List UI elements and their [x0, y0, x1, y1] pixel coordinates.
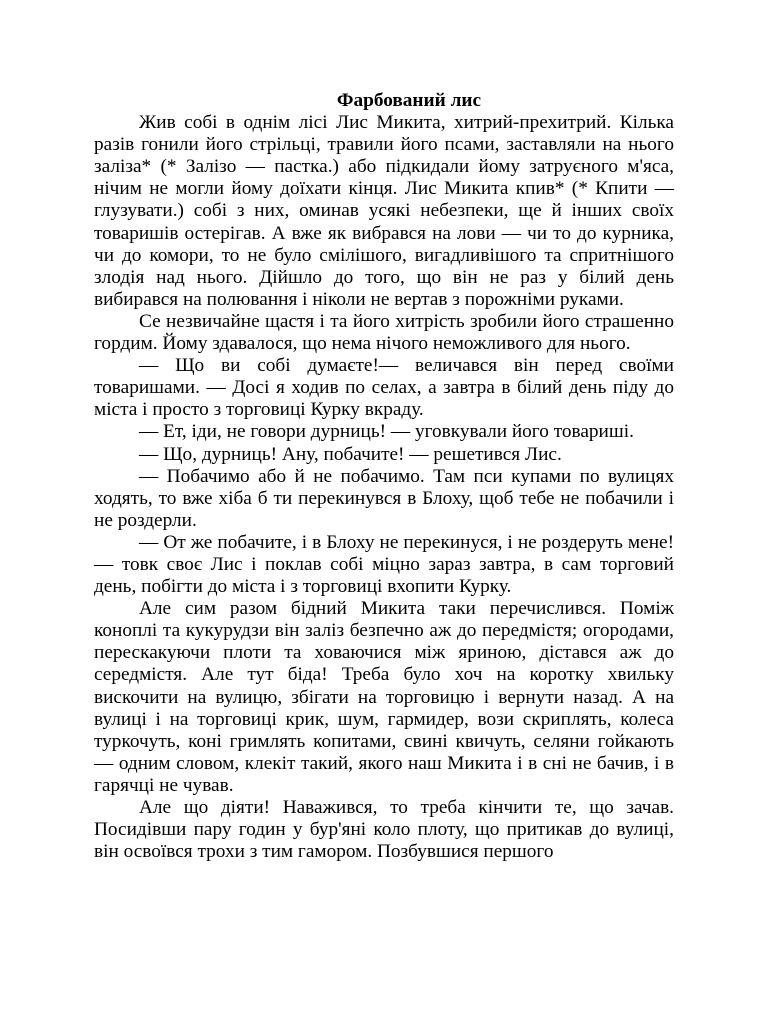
paragraph-4: — Ет, іди, не говори дурниць! — уговкували його товариші.	[139, 421, 634, 443]
paragraph-8: Але сим разом бідний Микита таки перечислився. Поміж коноплі та кукурудзи він заліз безпечно аж до передмістя; огородами, перескакуючи плоти та ховаючися між яриною, дістався аж до середмістя. Але тут біда! Треба було хоч на коротку хвильку вискочити на вулицю, збігати на торговицю і вернути назад. А на вулиці і на торговиці крик, шум, гармидер, вози скриплять, колеса туркочуть, коні гримлять копитами, свині квичуть, селяни гойкають — одним словом, клекіт такий, якого наш Микита і в сні не бачив, і в гарячці не чував.	[94, 598, 674, 796]
paragraph-9: Але що діяти! Наважився, то треба кінчити те, що зачав. Посидівши пару годин у бур'яні коло плоту, що притикав до вулиці, він освоївся трохи з тим гамором. Позбувшися першого	[94, 797, 674, 863]
paragraph-3: — Що ви собі думаєте!— величався він перед своїми товаришами. — Досі я ходив по селах, а завтра в білий день піду до міста і просто з торговиці Курку вкраду.	[94, 355, 674, 421]
document-page	[94, 90, 674, 863]
paragraph-1: Жив собі в однім лісі Лис Микита, хитрий-прехитрий. Кілька разів гонили його стрільці, травили його псами, заставляли на нього заліза* (* Залізо — пастка.) або підкидали йому затруєного м'яса, нічим не могли йому доїхати кінця. Лис Микита кпив* (* Кпити — глузувати.) собі з них, оминав усякі небезпеки, ще й інших своїх товаришів остерігав. А вже як вибрався на лови — чи то до курника, чи до комори, то не було смілішого, вигадливішого та спритнішого злодія над нього. Дійшло до того, що він не раз у білий день вибирався на полювання і ніколи не вертав з порожніми руками.	[94, 112, 674, 310]
paragraph-2: Се незвичайне щастя і та його хитрість зробили його страшенно гордим. Йому здавалося, що нема нічого неможливого для нього.	[94, 310, 674, 355]
paragraph-6: — Побачимо або й не побачимо. Там пси купами по вулицях ходять, то вже хіба б ти перекинувся в Блоху, щоб тебе не побачили і не роздерли.	[94, 465, 674, 531]
document-title: Фарбований лис	[336, 90, 482, 111]
paragraph-7: — От же побачите, і в Блоху не перекинуся, і не роздеруть мене!— товк своє Лис і поклав собі міцно зараз завтра, в сам торговий день, побігти до міста і з торговиці вхопити Курку.	[94, 531, 674, 598]
paragraph-5: — Що, дурниць! Ану, побачите! — решетився Лис.	[139, 443, 562, 465]
